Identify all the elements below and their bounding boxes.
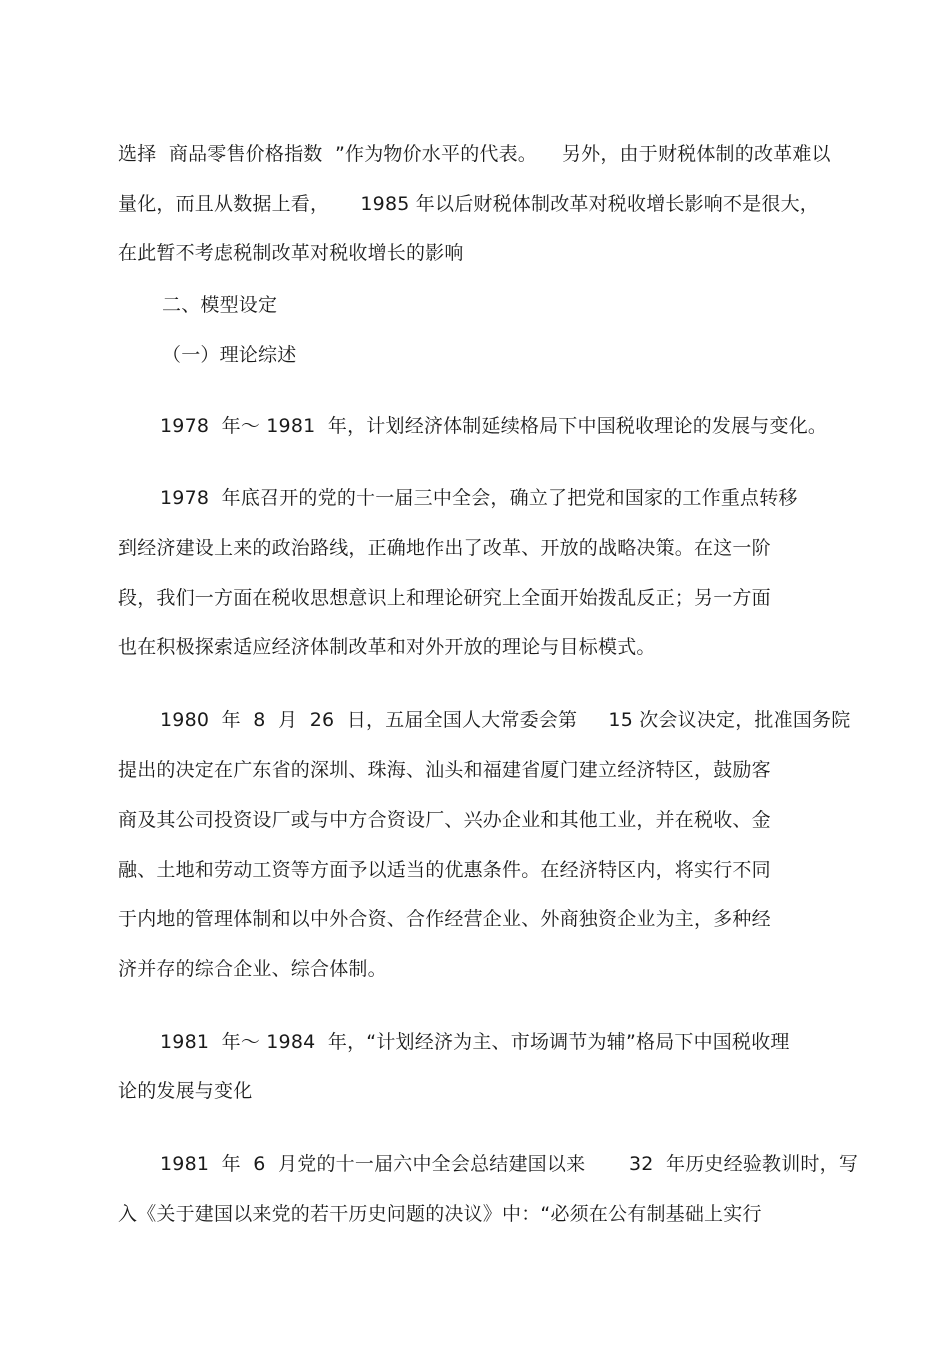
text-line: 提出的决定在广东省的深圳、珠海、汕头和福建省厦门建立经济特区，鼓励客: [118, 759, 771, 781]
text-line: 融、土地和劳动工资等方面予以适当的优惠条件。在经济特区内，将实行不同: [118, 859, 771, 881]
text-line: 也在积极探索适应经济体制改革和对外开放的理论与目标模式。: [118, 636, 656, 658]
text-line: 在此暂不考虑税制改革对税收增长的影响: [118, 242, 464, 264]
section-heading: 二、模型设定: [162, 294, 278, 316]
text-line: 选择 商品零售价格指数 ”作为物价水平的代表。 另外，由于财税体制的改革难以: [118, 143, 831, 165]
subsection-heading: （一）理论综述: [162, 344, 297, 366]
text-line: 论的发展与变化: [118, 1080, 253, 1102]
text-line: 1981 年～ 1984 年，“计划经济为主、市场调节为辅”格局下中国税收理: [160, 1031, 790, 1053]
text-line: 量化，而且从数据上看， 1985 年以后财税体制改革对税收增长影响不是很大，: [118, 193, 819, 215]
text-line: 到经济建设上来的政治路线，正确地作出了改革、开放的战略决策。在这一阶: [118, 537, 771, 559]
text-line: 入《关于建国以来党的若干历史问题的决议》中：“必须在公有制基础上实行: [118, 1203, 762, 1225]
text-line: 1981 年 6 月党的十一届六中全会总结建国以来 32 年历史经验教训时，写: [160, 1153, 859, 1175]
text-line: 1980 年 8 月 26 日，五届全国人大常委会第 15 次会议决定，批准国务院: [160, 709, 851, 731]
text-line: 于内地的管理体制和以中外合资、合作经营企业、外商独资企业为主，多种经: [118, 908, 771, 930]
text-line: 济并存的综合企业、综合体制。: [118, 958, 387, 980]
text-line: 1978 年底召开的党的十一届三中全会，确立了把党和国家的工作重点转移: [160, 487, 798, 509]
text-line: 1978 年～ 1981 年，计划经济体制延续格局下中国税收理论的发展与变化。: [160, 415, 828, 437]
text-line: 商及其公司投资设厂或与中方合资设厂、兴办企业和其他工业，并在税收、金: [118, 809, 771, 831]
text-line: 段，我们一方面在税收思想意识上和理论研究上全面开始拨乱反正；另一方面: [118, 587, 771, 609]
